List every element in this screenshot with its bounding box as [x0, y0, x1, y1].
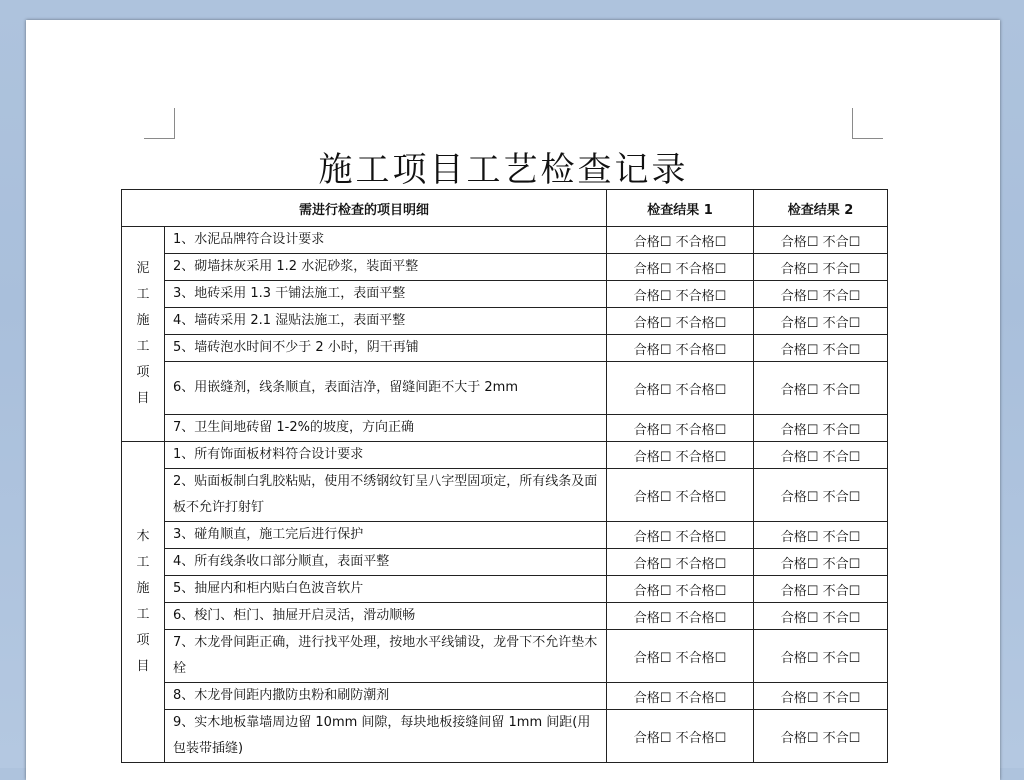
- item-text: 4、所有线条收口部分顺直，表面平整: [165, 549, 607, 576]
- result-2-cell[interactable]: 合格☐ 不合☐: [754, 254, 888, 281]
- header-row: [122, 190, 888, 227]
- result-1-cell[interactable]: 合格☐ 不合格☐: [607, 227, 754, 254]
- result-2-cell[interactable]: 合格☐ 不合☐: [754, 415, 888, 442]
- margin-corner-top-left: [144, 108, 175, 139]
- result-1-cell[interactable]: 合格☐ 不合格☐: [607, 308, 754, 335]
- table-row: [122, 254, 888, 281]
- table-row: [122, 227, 888, 254]
- result-1-cell[interactable]: 合格☐ 不合格☐: [607, 630, 754, 683]
- item-text: 7、木龙骨间距正确，进行找平处理，按地水平线铺设，龙骨下不允许垫木栓: [165, 630, 607, 683]
- document-page: [26, 20, 1000, 780]
- result-1-cell[interactable]: 合格☐ 不合格☐: [607, 362, 754, 415]
- result-1-cell[interactable]: 合格☐ 不合格☐: [607, 549, 754, 576]
- table-row: [122, 469, 888, 522]
- header-result-2: 检查结果 2: [754, 190, 888, 227]
- table-row: [122, 549, 888, 576]
- result-1-cell[interactable]: 合格☐ 不合格☐: [607, 469, 754, 522]
- table-row: [122, 308, 888, 335]
- item-text: 6、用嵌缝剂，线条顺直，表面洁净，留缝间距不大于 2mm: [165, 362, 607, 415]
- item-text: 8、木龙骨间距内撒防虫粉和刷防潮剂: [165, 683, 607, 710]
- header-result-1: 检查结果 1: [607, 190, 754, 227]
- result-2-cell[interactable]: 合格☐ 不合☐: [754, 630, 888, 683]
- result-1-cell[interactable]: 合格☐ 不合格☐: [607, 522, 754, 549]
- table-row: [122, 442, 888, 469]
- item-text: 4、墙砖采用 2.1 湿贴法施工，表面平整: [165, 308, 607, 335]
- table-row: [122, 630, 888, 683]
- item-text: 2、贴面板制白乳胶粘贴，使用不绣钢纹钉呈八字型固项定，所有线条及面板不允许打射钉: [165, 469, 607, 522]
- result-2-cell[interactable]: 合格☐ 不合☐: [754, 281, 888, 308]
- result-1-cell[interactable]: 合格☐ 不合格☐: [607, 576, 754, 603]
- result-2-cell[interactable]: 合格☐ 不合☐: [754, 442, 888, 469]
- table-row: [122, 710, 888, 763]
- table-row: [122, 335, 888, 362]
- result-2-cell[interactable]: 合格☐ 不合☐: [754, 362, 888, 415]
- result-2-cell[interactable]: 合格☐ 不合☐: [754, 683, 888, 710]
- result-1-cell[interactable]: 合格☐ 不合格☐: [607, 683, 754, 710]
- item-text: 3、地砖采用 1.3 干铺法施工，表面平整: [165, 281, 607, 308]
- result-2-cell[interactable]: 合格☐ 不合☐: [754, 522, 888, 549]
- item-text: 2、砌墙抹灰采用 1.2 水泥砂浆，装面平整: [165, 254, 607, 281]
- item-text: 5、抽屉内和柜内贴白色波音软片: [165, 576, 607, 603]
- item-text: 3、碰角顺直，施工完后进行保护: [165, 522, 607, 549]
- item-text: 7、卫生间地砖留 1-2%的坡度，方向正确: [165, 415, 607, 442]
- document-title: 施工项目工艺检查记录: [318, 150, 689, 190]
- inspection-table: [121, 189, 888, 763]
- item-text: 1、所有饰面板材料符合设计要求: [165, 442, 607, 469]
- result-2-cell[interactable]: 合格☐ 不合☐: [754, 603, 888, 630]
- result-1-cell[interactable]: 合格☐ 不合格☐: [607, 335, 754, 362]
- result-2-cell[interactable]: 合格☐ 不合☐: [754, 469, 888, 522]
- result-2-cell[interactable]: 合格☐ 不合☐: [754, 549, 888, 576]
- result-1-cell[interactable]: 合格☐ 不合格☐: [607, 415, 754, 442]
- result-1-cell[interactable]: 合格☐ 不合格☐: [607, 254, 754, 281]
- item-text: 5、墙砖泡水时间不少于 2 小时，阴干再铺: [165, 335, 607, 362]
- margin-corner-top-right: [852, 108, 883, 139]
- table-row: [122, 362, 888, 415]
- table-row: [122, 281, 888, 308]
- category-label-carpentry: 木 工 施 工 项 目: [122, 442, 165, 763]
- result-1-cell[interactable]: 合格☐ 不合格☐: [607, 281, 754, 308]
- table-row: [122, 415, 888, 442]
- result-1-cell[interactable]: 合格☐ 不合格☐: [607, 442, 754, 469]
- result-2-cell[interactable]: 合格☐ 不合☐: [754, 576, 888, 603]
- category-label-masonry: 泥 工 施 工 项 目: [122, 227, 165, 442]
- table-row: [122, 576, 888, 603]
- table-row: [122, 603, 888, 630]
- table-row: [122, 683, 888, 710]
- result-2-cell[interactable]: 合格☐ 不合☐: [754, 710, 888, 763]
- result-2-cell[interactable]: 合格☐ 不合☐: [754, 335, 888, 362]
- header-detail: 需进行检查的项目明细: [122, 190, 607, 227]
- item-text: 6、梭门、柜门、抽屉开启灵活，滑动顺畅: [165, 603, 607, 630]
- result-2-cell[interactable]: 合格☐ 不合☐: [754, 308, 888, 335]
- item-text: 1、水泥品牌符合设计要求: [165, 227, 607, 254]
- table-row: [122, 522, 888, 549]
- result-1-cell[interactable]: 合格☐ 不合格☐: [607, 603, 754, 630]
- item-text: 9、实木地板靠墙周边留 10mm 间隙，每块地板接缝间留 1mm 间距(用包装带插缝): [165, 710, 607, 763]
- result-1-cell[interactable]: 合格☐ 不合格☐: [607, 710, 754, 763]
- result-2-cell[interactable]: 合格☐ 不合☐: [754, 227, 888, 254]
